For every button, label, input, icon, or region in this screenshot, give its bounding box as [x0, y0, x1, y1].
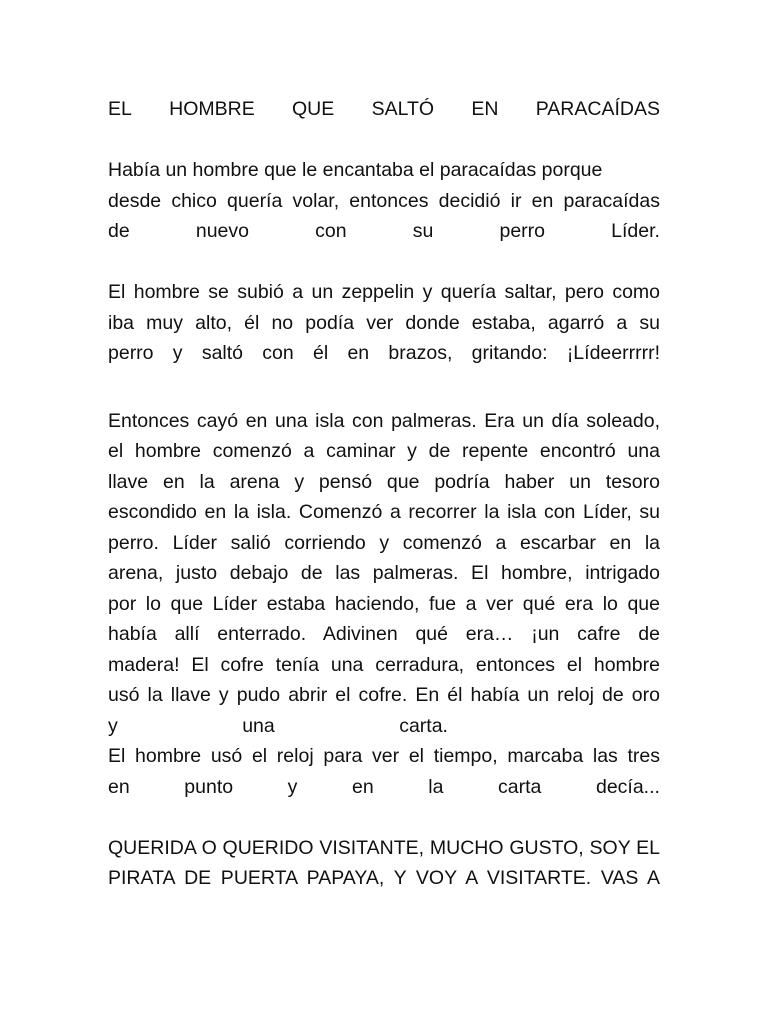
text-line: había allí enterrado. Adivinen qué era… ¡un cafre de	[108, 623, 660, 645]
word: Líder.	[611, 220, 660, 242]
text-line	[108, 216, 660, 247]
text-line: iba muy alto, él no podía ver donde estaba, agarró a su	[108, 311, 660, 334]
text-line: Entonces cayó en una isla con palmeras. Era un día soleado,	[108, 409, 660, 432]
word: decía...	[595, 775, 660, 798]
word: carta.	[399, 714, 448, 737]
word: y	[108, 714, 118, 737]
word: su	[412, 220, 434, 242]
word: nuevo	[195, 220, 249, 242]
paragraph-4	[108, 833, 660, 894]
title-word: QUE	[292, 98, 335, 120]
text-line: escondido en la isla. Comenzó a recorrer la isla con Líder, su	[108, 501, 660, 523]
text-line: desde chico quería volar, entonces decidió ir en paracaídas	[108, 189, 660, 212]
word: la	[428, 775, 444, 798]
text-line: El hombre se subió a un zeppelin y quería saltar, pero como	[108, 281, 660, 303]
word: con	[315, 220, 347, 242]
word: en	[108, 775, 130, 798]
title-word: SALTÓ	[371, 98, 435, 120]
text-line: llave en la arena y pensó que podría haber un tesoro	[108, 470, 660, 493]
document-page	[108, 94, 660, 894]
text-line: usó la llave y pudo abrir el cofre. En él había un reloj de oro	[108, 684, 660, 706]
word: en	[352, 775, 374, 798]
text-line: PIRATA DE PUERTA PAPAYA, Y VOY A VISITARTE. VAS A	[108, 867, 660, 889]
title-word: PARACAÍDAS	[535, 98, 660, 120]
word: carta	[498, 775, 542, 798]
title-word: HOMBRE	[169, 98, 255, 120]
word: y	[287, 775, 298, 798]
word: punto	[184, 775, 234, 798]
text-line	[108, 772, 660, 803]
paragraph-2	[108, 277, 660, 369]
word: perro	[499, 220, 545, 242]
document-title	[108, 94, 660, 125]
text-line	[108, 155, 660, 186]
title-word: EL	[108, 98, 132, 120]
paragraph-3	[108, 406, 660, 803]
word: una	[242, 714, 275, 737]
text-line: El hombre usó el reloj para ver el tiempo, marcaba las tres	[108, 745, 660, 767]
text-line: por lo que Líder estaba haciendo, fue a ver qué era lo que	[108, 592, 660, 615]
text-line: arena, justo debajo de las palmeras. El hombre, intrigado	[108, 562, 660, 584]
text-line	[108, 711, 448, 742]
word: de	[108, 220, 130, 242]
text-line: perro y saltó con él en brazos, gritando: ¡Lídeerrrrr!	[108, 342, 660, 364]
text-line: madera! El cofre tenía una cerradura, entonces el hombre	[108, 653, 660, 676]
text-line: QUERIDA O QUERIDO VISITANTE, MUCHO GUSTO, SOY EL	[108, 836, 660, 859]
title-word: EN	[471, 98, 499, 120]
text-line: perro. Líder salió corriendo y comenzó a escarbar en la	[108, 531, 660, 554]
text-line: el hombre comenzó a caminar y de repente encontró una	[108, 440, 660, 462]
line-text: Había un hombre que le encantaba el paracaídas porque	[108, 159, 603, 181]
paragraph-1	[108, 155, 660, 247]
